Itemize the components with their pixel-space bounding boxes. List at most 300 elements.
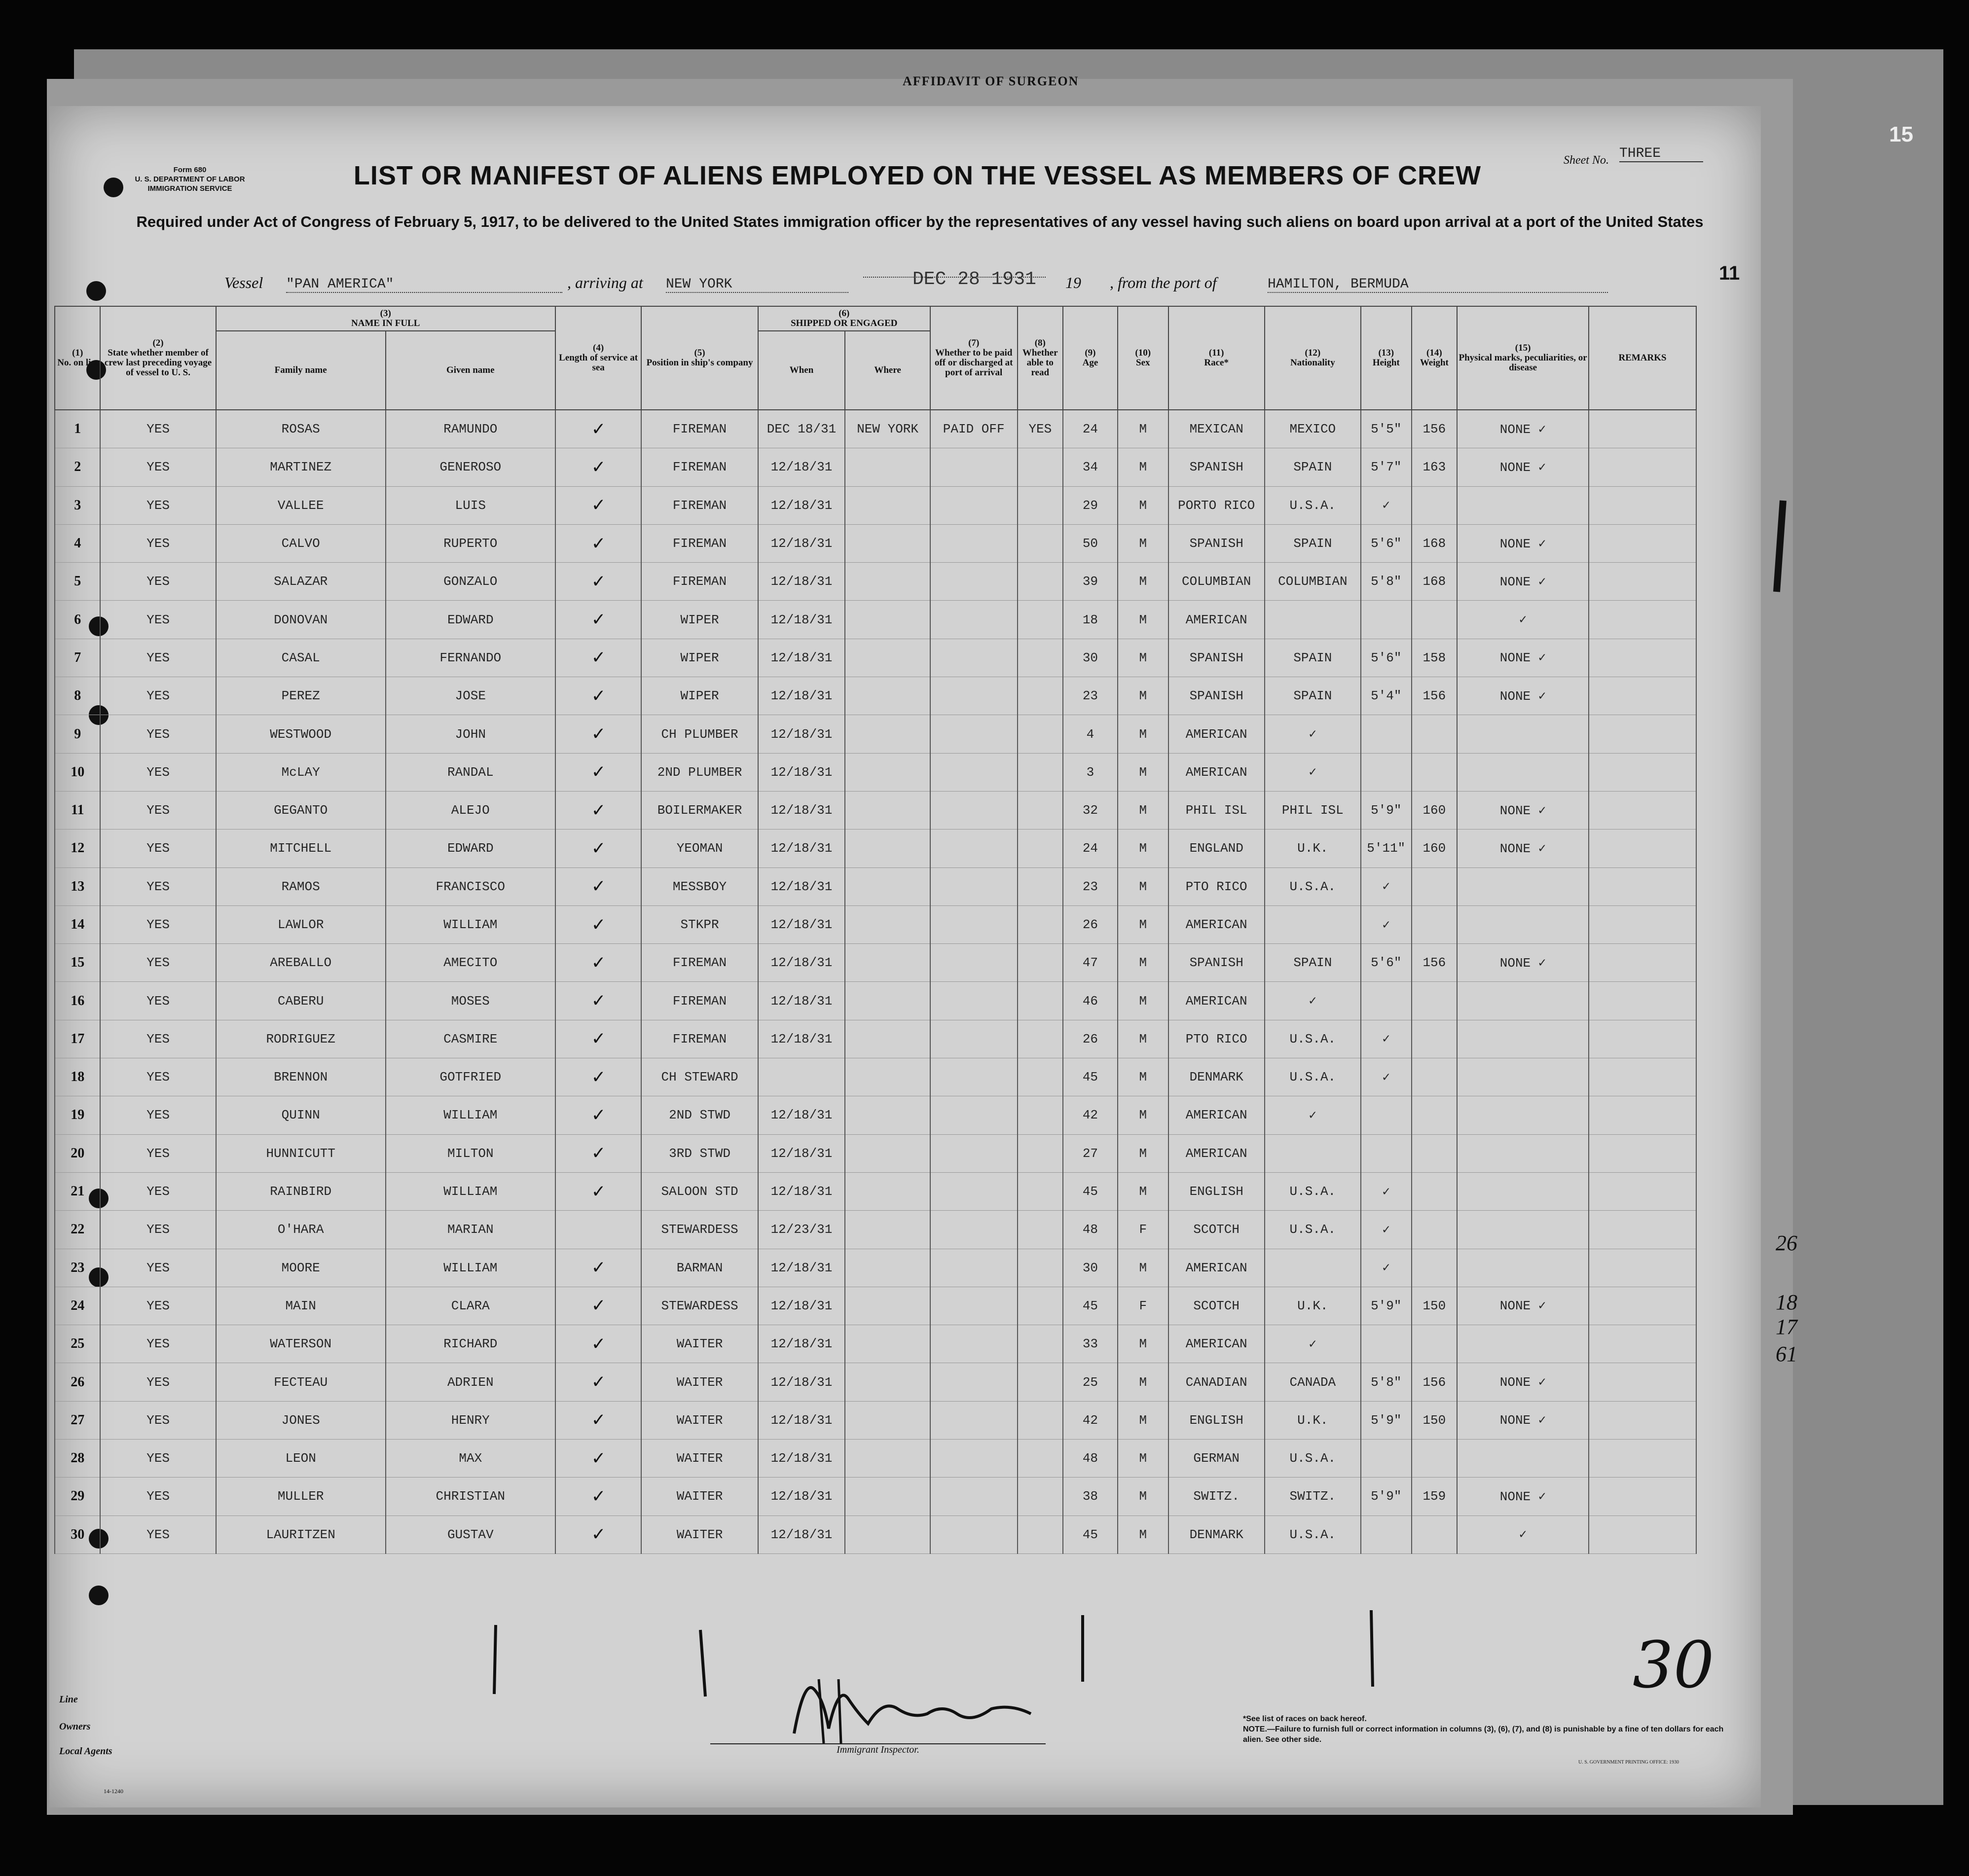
cell-race: GERMAN (1168, 1440, 1265, 1478)
cell-read (1018, 1401, 1063, 1439)
table-row (55, 830, 1696, 867)
cell-weight (1412, 1172, 1457, 1210)
cell-position: WAITER (641, 1478, 758, 1515)
cell-sex: M (1118, 1172, 1168, 1210)
cell-weight (1412, 753, 1457, 791)
cell-race: AMERICAN (1168, 905, 1265, 943)
margin-number: 11 (1719, 262, 1740, 284)
cell-when: 12/18/31 (758, 715, 845, 753)
cell-read (1018, 1440, 1063, 1478)
cell-marks (1457, 1211, 1589, 1249)
cell-where (845, 677, 930, 715)
cell-family: MARTINEZ (216, 448, 386, 486)
cell-weight: 150 (1412, 1401, 1457, 1439)
cell-weight (1412, 601, 1457, 639)
cell-height: 5'8" (1361, 1363, 1412, 1401)
cell-read (1018, 1058, 1063, 1096)
cell-where (845, 601, 930, 639)
cell-when: 12/18/31 (758, 830, 845, 867)
cell-no: 28 (55, 1440, 100, 1478)
cell-state: YES (100, 982, 216, 1020)
cell-marks: NONE ✓ (1457, 944, 1589, 982)
cell-marks: NONE ✓ (1457, 791, 1589, 829)
cell-height: 5'11" (1361, 830, 1412, 867)
cell-weight (1412, 1020, 1457, 1058)
cell-where: NEW YORK (845, 410, 930, 448)
cell-service: ✓ (555, 791, 642, 829)
cell-remarks (1589, 1401, 1696, 1439)
cell-nationality (1265, 1249, 1361, 1287)
race-note: *See list of races on back hereof. (1243, 1715, 1367, 1723)
cell-nationality: U.S.A. (1265, 486, 1361, 524)
cell-given: GUSTAV (386, 1515, 555, 1553)
cell-sex: M (1118, 486, 1168, 524)
cell-age: 42 (1063, 1401, 1118, 1439)
cell-marks (1457, 753, 1589, 791)
cell-position: MESSBOY (641, 867, 758, 905)
cell-race: SPANISH (1168, 639, 1265, 677)
cell-paid (930, 563, 1018, 601)
cell-sex: F (1118, 1211, 1168, 1249)
cell-marks: NONE ✓ (1457, 448, 1589, 486)
cell-paid (930, 524, 1018, 562)
cell-weight: 168 (1412, 524, 1457, 562)
cell-when: 12/18/31 (758, 944, 845, 982)
cell-position: FIREMAN (641, 448, 758, 486)
cell-remarks (1589, 1440, 1696, 1478)
cell-position: FIREMAN (641, 486, 758, 524)
cell-weight: 156 (1412, 410, 1457, 448)
cell-height (1361, 715, 1412, 753)
cell-state: YES (100, 410, 216, 448)
cell-nationality: U.S.A. (1265, 1440, 1361, 1478)
cell-nationality (1265, 905, 1361, 943)
cell-when: 12/18/31 (758, 1287, 845, 1325)
col-sex-header: (10) Sex (1118, 306, 1168, 410)
table-row (55, 1134, 1696, 1172)
cell-remarks (1589, 410, 1696, 448)
page-subtitle: Required under Act of Congress of February 5, 1917, to be delivered to the United States immigration officer by the representatives of any vessel having such aliens on board upon arrival at a port of the United States (136, 213, 1704, 230)
cell-weight (1412, 867, 1457, 905)
cell-where (845, 448, 930, 486)
cell-sex: M (1118, 1325, 1168, 1363)
inspector-signature-icon (784, 1669, 1060, 1748)
cell-state: YES (100, 639, 216, 677)
cell-state: YES (100, 1515, 216, 1553)
cell-given: WILLIAM (386, 1172, 555, 1210)
cell-remarks (1589, 1363, 1696, 1401)
cell-service: ✓ (555, 1440, 642, 1478)
cell-given: MARIAN (386, 1211, 555, 1249)
cell-age: 26 (1063, 1020, 1118, 1058)
cell-race: SPANISH (1168, 448, 1265, 486)
cell-where (845, 1363, 930, 1401)
cell-read (1018, 1249, 1063, 1287)
cell-read (1018, 1363, 1063, 1401)
cell-weight (1412, 1325, 1457, 1363)
cell-read (1018, 791, 1063, 829)
cell-given: GONZALO (386, 563, 555, 601)
cell-paid (930, 1134, 1018, 1172)
cell-family: O'HARA (216, 1211, 386, 1249)
cell-remarks (1589, 486, 1696, 524)
cell-family: RAMOS (216, 867, 386, 905)
cell-when: 12/18/31 (758, 1325, 845, 1363)
cell-state: YES (100, 1363, 216, 1401)
cell-where (845, 944, 930, 982)
cell-height: 5'6" (1361, 944, 1412, 982)
cell-weight: 160 (1412, 791, 1457, 829)
cell-race: SCOTCH (1168, 1211, 1265, 1249)
cell-paid (930, 791, 1018, 829)
cell-nationality: U.K. (1265, 1287, 1361, 1325)
cell-race: DENMARK (1168, 1515, 1265, 1553)
table-row (55, 563, 1696, 601)
cell-when: 12/23/31 (758, 1211, 845, 1249)
cell-nationality: SPAIN (1265, 524, 1361, 562)
cell-where (845, 524, 930, 562)
cell-weight: 158 (1412, 639, 1457, 677)
cell-nationality: ✓ (1265, 753, 1361, 791)
cell-sex: M (1118, 1058, 1168, 1096)
cell-sex: M (1118, 601, 1168, 639)
cell-marks: NONE ✓ (1457, 1478, 1589, 1515)
cell-age: 3 (1063, 753, 1118, 791)
col-age-header: (9) Age (1063, 306, 1118, 410)
cell-given: ADRIEN (386, 1363, 555, 1401)
cell-family: MOORE (216, 1249, 386, 1287)
cell-given: JOHN (386, 715, 555, 753)
cell-sex: M (1118, 1401, 1168, 1439)
cell-remarks (1589, 715, 1696, 753)
cell-no: 27 (55, 1401, 100, 1439)
cell-no: 6 (55, 601, 100, 639)
cell-weight (1412, 486, 1457, 524)
cell-height: ✓ (1361, 486, 1412, 524)
cell-state: YES (100, 1211, 216, 1249)
cell-nationality: U.S.A. (1265, 1058, 1361, 1096)
cell-read (1018, 677, 1063, 715)
cell-marks: NONE ✓ (1457, 677, 1589, 715)
form-number: Form 680 (173, 166, 207, 174)
cell-sex: M (1118, 563, 1168, 601)
cell-service: ✓ (555, 1058, 642, 1096)
table-row (55, 1478, 1696, 1515)
col-no-header: (1) No. on list (55, 306, 100, 410)
cell-paid (930, 639, 1018, 677)
cell-no: 11 (55, 791, 100, 829)
table-row (55, 639, 1696, 677)
cell-marks: NONE ✓ (1457, 639, 1589, 677)
cell-no: 1 (55, 410, 100, 448)
cell-given: WILLIAM (386, 905, 555, 943)
cell-marks: ✓ (1457, 1515, 1589, 1553)
cell-weight (1412, 1515, 1457, 1553)
cell-where (845, 867, 930, 905)
cell-given: CHRISTIAN (386, 1478, 555, 1515)
cell-marks (1457, 867, 1589, 905)
cell-read (1018, 982, 1063, 1020)
cell-marks: NONE ✓ (1457, 830, 1589, 867)
cell-read (1018, 1287, 1063, 1325)
cell-family: PEREZ (216, 677, 386, 715)
cell-family: RODRIGUEZ (216, 1020, 386, 1058)
cell-marks: NONE ✓ (1457, 524, 1589, 562)
cell-race: AMERICAN (1168, 1249, 1265, 1287)
cell-state: YES (100, 905, 216, 943)
cell-paid (930, 1249, 1018, 1287)
cell-age: 24 (1063, 410, 1118, 448)
cell-when: 12/18/31 (758, 1096, 845, 1134)
department: U. S. DEPARTMENT OF LABOR (135, 175, 245, 183)
cell-when: 12/18/31 (758, 982, 845, 1020)
cell-remarks (1589, 830, 1696, 867)
cell-no: 24 (55, 1287, 100, 1325)
cell-age: 48 (1063, 1211, 1118, 1249)
cell-position: FIREMAN (641, 944, 758, 982)
cell-nationality: U.K. (1265, 1401, 1361, 1439)
cell-race: SPANISH (1168, 677, 1265, 715)
cell-nationality: SPAIN (1265, 639, 1361, 677)
cell-marks (1457, 905, 1589, 943)
cell-when: 12/18/31 (758, 905, 845, 943)
cell-state: YES (100, 830, 216, 867)
manifest-table (54, 306, 1697, 1554)
cell-height: ✓ (1361, 1172, 1412, 1210)
cell-marks (1457, 1096, 1589, 1134)
cell-age: 45 (1063, 1287, 1118, 1325)
cell-nationality: COLUMBIAN (1265, 563, 1361, 601)
cell-read (1018, 905, 1063, 943)
cell-marks: ✓ (1457, 601, 1589, 639)
cell-family: FECTEAU (216, 1363, 386, 1401)
cell-position: 2ND STWD (641, 1096, 758, 1134)
table-row (55, 1058, 1696, 1096)
cell-state: YES (100, 563, 216, 601)
cell-height: 5'9" (1361, 1401, 1412, 1439)
cell-state: YES (100, 1172, 216, 1210)
cell-sex: M (1118, 867, 1168, 905)
cell-family: QUINN (216, 1096, 386, 1134)
cell-no: 30 (55, 1515, 100, 1553)
cell-remarks (1589, 601, 1696, 639)
cell-remarks (1589, 1172, 1696, 1210)
sheet-number-value: THREE (1619, 146, 1703, 162)
cell-where (845, 1058, 930, 1096)
cell-height: 5'9" (1361, 1287, 1412, 1325)
cell-race: AMERICAN (1168, 982, 1265, 1020)
cell-where (845, 830, 930, 867)
cell-race: AMERICAN (1168, 715, 1265, 753)
cell-family: CABERU (216, 982, 386, 1020)
cell-read (1018, 1211, 1063, 1249)
col-name-header: (3) NAME IN FULL (216, 306, 555, 331)
cell-read (1018, 1515, 1063, 1553)
cell-position: WIPER (641, 677, 758, 715)
cell-nationality: U.K. (1265, 830, 1361, 867)
cell-family: LAURITZEN (216, 1515, 386, 1553)
cell-no: 5 (55, 563, 100, 601)
cell-remarks (1589, 867, 1696, 905)
cell-race: PTO RICO (1168, 1020, 1265, 1058)
table-row (55, 905, 1696, 943)
cell-read (1018, 753, 1063, 791)
col-given-header: Given name (386, 331, 555, 410)
cell-weight (1412, 1096, 1457, 1134)
margin-tally: 18 (1776, 1290, 1797, 1314)
cell-no: 13 (55, 867, 100, 905)
cell-no: 29 (55, 1478, 100, 1515)
cell-read (1018, 1478, 1063, 1515)
cell-remarks (1589, 677, 1696, 715)
from-port-value: HAMILTON, BERMUDA (1268, 277, 1608, 293)
table-row (55, 753, 1696, 791)
table-row (55, 944, 1696, 982)
cell-position: FIREMAN (641, 524, 758, 562)
cell-service: ✓ (555, 1020, 642, 1058)
cell-sex: M (1118, 944, 1168, 982)
cell-state: YES (100, 677, 216, 715)
cell-marks (1457, 1440, 1589, 1478)
cell-marks (1457, 982, 1589, 1020)
margin-tally: 61 (1776, 1342, 1797, 1366)
cell-sex: M (1118, 1440, 1168, 1478)
cell-sex: F (1118, 1287, 1168, 1325)
cell-no: 14 (55, 905, 100, 943)
cell-marks (1457, 486, 1589, 524)
inspector-label: Immigrant Inspector. (710, 1743, 1046, 1756)
cell-height: 5'9" (1361, 791, 1412, 829)
cell-position: WAITER (641, 1401, 758, 1439)
cell-sex: M (1118, 1515, 1168, 1553)
cell-position: WAITER (641, 1515, 758, 1553)
col-weight-header: (14) Weight (1412, 306, 1457, 410)
cell-family: SALAZAR (216, 563, 386, 601)
cell-position: CH STEWARD (641, 1058, 758, 1096)
col-where-header: Where (845, 331, 930, 410)
cell-age: 25 (1063, 1363, 1118, 1401)
cell-remarks (1589, 1515, 1696, 1553)
cell-height (1361, 1515, 1412, 1553)
cell-nationality: U.S.A. (1265, 867, 1361, 905)
cell-position: FIREMAN (641, 982, 758, 1020)
cell-when: 12/18/31 (758, 601, 845, 639)
cell-given: MAX (386, 1440, 555, 1478)
cell-service: ✓ (555, 410, 642, 448)
cell-state: YES (100, 1401, 216, 1439)
cell-when: 12/18/31 (758, 1478, 845, 1515)
cell-service: ✓ (555, 1363, 642, 1401)
cell-marks: NONE ✓ (1457, 1401, 1589, 1439)
cell-where (845, 1287, 930, 1325)
cell-given: ALEJO (386, 791, 555, 829)
cell-read (1018, 563, 1063, 601)
cell-weight (1412, 905, 1457, 943)
cell-read (1018, 715, 1063, 753)
cell-family: CALVO (216, 524, 386, 562)
cell-no: 26 (55, 1363, 100, 1401)
cell-state: YES (100, 601, 216, 639)
manifest-table-wrap (54, 306, 1697, 1554)
cell-no: 12 (55, 830, 100, 867)
cell-service: ✓ (555, 601, 642, 639)
printer-imprint: U. S. GOVERNMENT PRINTING OFFICE: 1930 (1578, 1760, 1679, 1765)
cell-nationality (1265, 1134, 1361, 1172)
cell-nationality: U.S.A. (1265, 1211, 1361, 1249)
cell-service: ✓ (555, 677, 642, 715)
cell-family: JONES (216, 1401, 386, 1439)
cell-where (845, 486, 930, 524)
cell-sex: M (1118, 524, 1168, 562)
cell-service: ✓ (555, 944, 642, 982)
cell-race: SCOTCH (1168, 1287, 1265, 1325)
cell-sex: M (1118, 715, 1168, 753)
cell-read (1018, 524, 1063, 562)
cell-age: 45 (1063, 1515, 1118, 1553)
cell-service: ✓ (555, 1096, 642, 1134)
cell-weight: 156 (1412, 677, 1457, 715)
cell-state: YES (100, 486, 216, 524)
cell-paid (930, 867, 1018, 905)
cell-age: 47 (1063, 944, 1118, 982)
cell-read (1018, 867, 1063, 905)
col-service-header: (4) Length of service at sea (555, 306, 642, 410)
cell-read (1018, 601, 1063, 639)
cell-given: WILLIAM (386, 1096, 555, 1134)
cell-remarks (1589, 982, 1696, 1020)
cell-sex: M (1118, 982, 1168, 1020)
cell-given: JOSE (386, 677, 555, 715)
cell-read (1018, 944, 1063, 982)
cell-when: 12/18/31 (758, 1440, 845, 1478)
cell-read (1018, 1020, 1063, 1058)
cell-remarks (1589, 1325, 1696, 1363)
cell-paid (930, 486, 1018, 524)
cell-weight: 159 (1412, 1478, 1457, 1515)
cell-position: STKPR (641, 905, 758, 943)
cell-weight: 160 (1412, 830, 1457, 867)
col-height-header: (13) Height (1361, 306, 1412, 410)
table-row (55, 1325, 1696, 1363)
cell-family: BRENNON (216, 1058, 386, 1096)
cell-where (845, 753, 930, 791)
cell-given: FERNANDO (386, 639, 555, 677)
vessel-label: Vessel (224, 274, 263, 291)
cell-family: GEGANTO (216, 791, 386, 829)
cell-no: 21 (55, 1172, 100, 1210)
cell-service: ✓ (555, 867, 642, 905)
cell-given: MILTON (386, 1134, 555, 1172)
cell-service: ✓ (555, 715, 642, 753)
cell-no: 16 (55, 982, 100, 1020)
cell-state: YES (100, 944, 216, 982)
cell-height: 5'5" (1361, 410, 1412, 448)
cell-family: LEON (216, 1440, 386, 1478)
arriving-label: , arriving at (567, 274, 643, 291)
cell-age: 24 (1063, 830, 1118, 867)
cell-nationality: U.S.A. (1265, 1172, 1361, 1210)
cell-when: 12/18/31 (758, 448, 845, 486)
arriving-value: NEW YORK (666, 277, 848, 293)
cell-race: PTO RICO (1168, 867, 1265, 905)
agents-label: Local Agents (59, 1746, 112, 1757)
cell-paid (930, 1440, 1018, 1478)
cell-position: 2ND PLUMBER (641, 753, 758, 791)
cell-read (1018, 486, 1063, 524)
cell-no: 20 (55, 1134, 100, 1172)
tally-stroke-icon (695, 1627, 710, 1701)
table-row (55, 601, 1696, 639)
